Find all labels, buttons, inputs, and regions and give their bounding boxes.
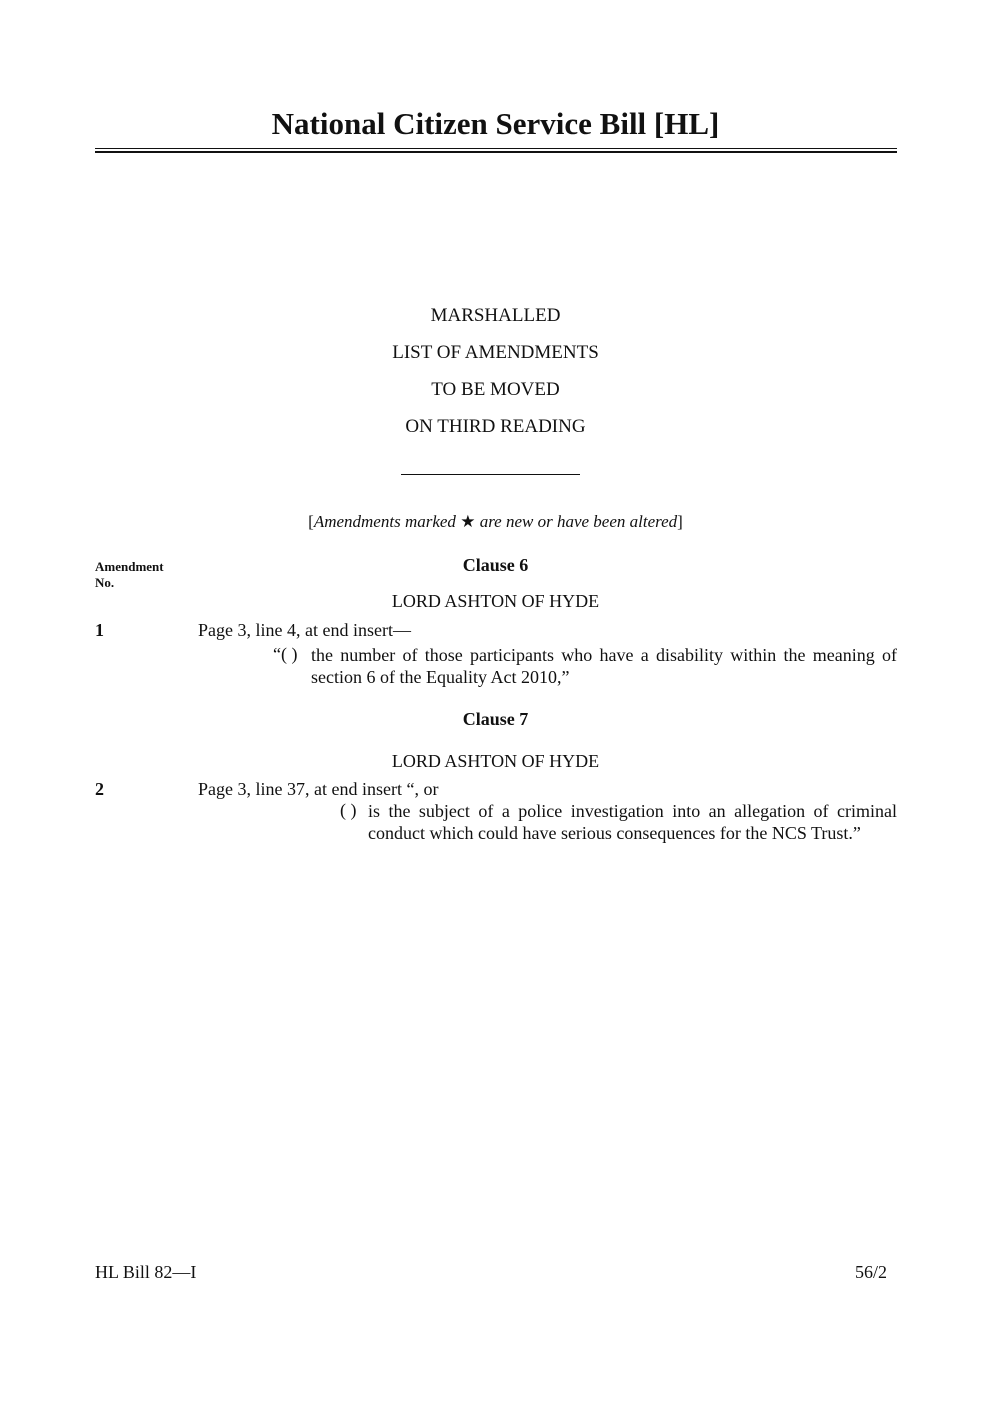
title-rule-top: [95, 148, 897, 149]
header-line-2: No.: [95, 575, 115, 590]
star-icon: ★: [460, 512, 476, 531]
mover-name: LORD ASHTON OF HYDE: [391, 591, 600, 611]
amendment-instruction: Page 3, line 4, at end insert—: [198, 620, 411, 640]
amendment-number: 1: [95, 620, 104, 640]
amendment-text: is the subject of a police investigation into an allegation of criminal conduct which could have serious consequences for the NCS Trust.”: [368, 801, 897, 843]
bill-title: National Citizen Service Bill [HL]: [271, 106, 720, 141]
paragraph-marker: “( ): [273, 644, 298, 664]
cover-line-3: TO BE MOVED: [431, 379, 560, 400]
note-bracket-open: [: [308, 512, 314, 531]
mover-name: LORD ASHTON OF HYDE: [391, 751, 600, 771]
paragraph-marker: ( ): [340, 800, 357, 820]
cover-line-1: MARSHALLED: [430, 305, 561, 326]
amendment-instruction: Page 3, line 37, at end insert “, or: [198, 779, 439, 799]
amendments-note: [0, 512, 991, 532]
page-reference: 56/2: [854, 1262, 887, 1282]
header-line-1: Amendment: [95, 559, 164, 574]
note-bracket-close: ]: [677, 512, 683, 531]
note-text-1: Amendments marked: [313, 512, 456, 531]
amendment-number: 2: [95, 779, 104, 799]
bill-reference: HL Bill 82—I: [95, 1262, 197, 1282]
cover-line-2: LIST OF AMENDMENTS: [392, 342, 599, 363]
clause-heading: Clause 7: [462, 709, 529, 729]
title-rule-bottom: [95, 151, 897, 153]
clause-heading: Clause 6: [462, 555, 529, 575]
note-text-2: are new or have been altered: [479, 512, 678, 531]
amendment-text: the number of those participants who have a disability within the meaning of section 6 of the Equality Act 2010,”: [311, 645, 897, 687]
divider-rule: [401, 474, 580, 475]
cover-line-4: ON THIRD READING: [405, 416, 586, 437]
